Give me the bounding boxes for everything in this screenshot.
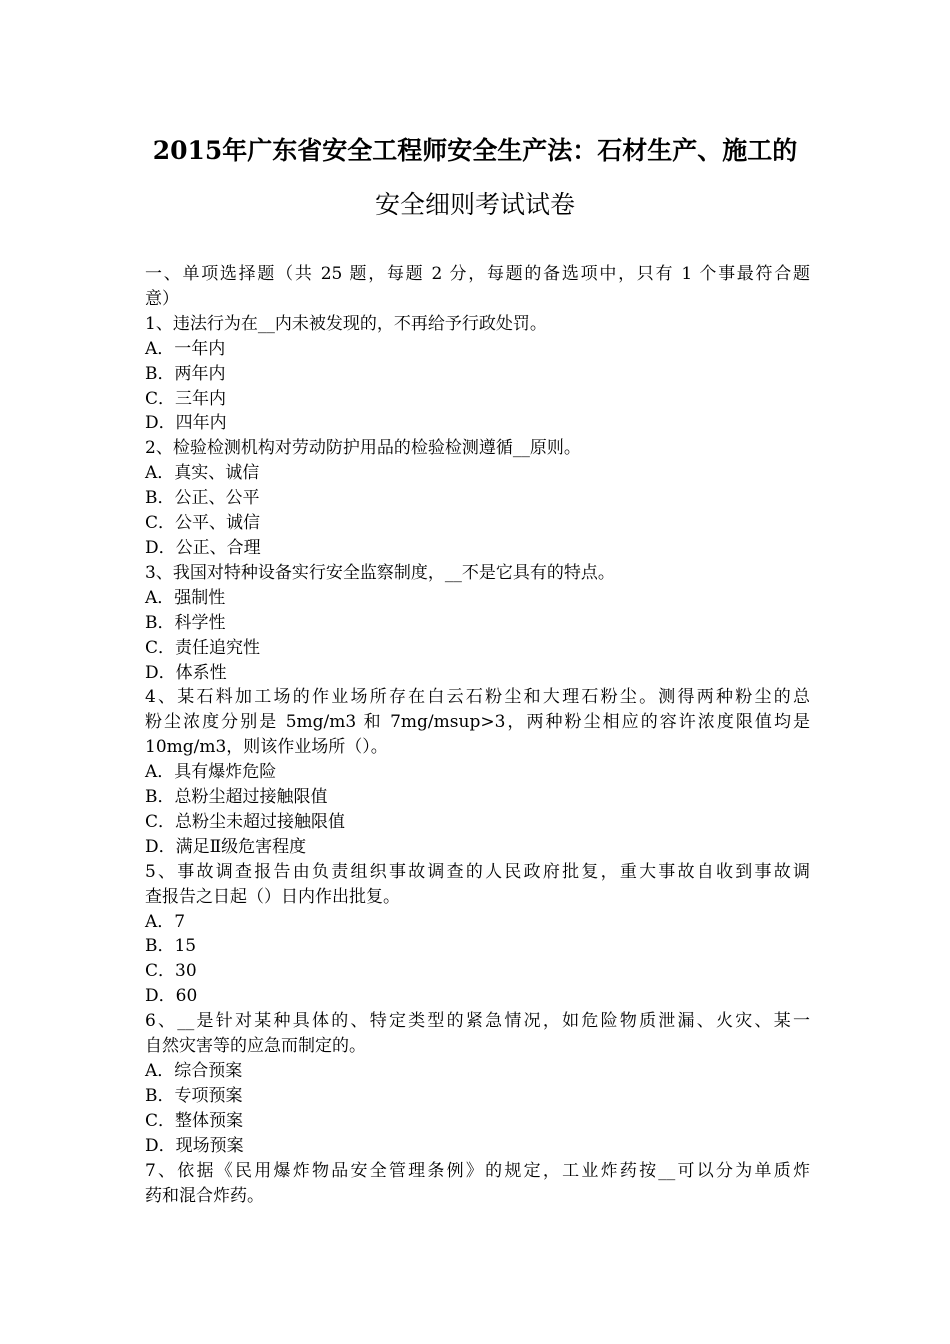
question-4-stem-line-1: 4、某石料加工场的作业场所存在白云石粉尘和大理石粉尘。测得两种粉尘的总: [145, 687, 810, 708]
question-6-option-d: D．现场预案: [145, 1135, 244, 1156]
question-4-option-b: B．总粉尘超过接触限值: [145, 787, 328, 808]
question-4-stem-line-2: 粉尘浓度分别是 5mg/m3 和 7mg/msup>3，两种粉尘相应的容许浓度限值均是: [145, 712, 810, 733]
question-1-stem: 1、违法行为在__内未被发现的，不再给予行政处罚。: [145, 313, 547, 334]
question-3-option-d: D．体系性: [145, 662, 227, 683]
section-heading-cont: 意）: [145, 288, 179, 309]
question-4-option-c: C．总粉尘未超过接触限值: [145, 811, 346, 832]
question-2-option-b: B．公正、公平: [145, 488, 260, 509]
question-6-option-c: C．整体预案: [145, 1110, 244, 1131]
question-6-option-a: A．综合预案: [145, 1061, 243, 1081]
question-6-stem-line-2: 自然灾害等的应急而制定的。: [145, 1036, 366, 1057]
question-6-stem-line-1: 6、__是针对某种具体的、特定类型的紧急情况，如危险物质泄漏、火灾、某一: [145, 1011, 810, 1032]
question-5-option-a: A．7: [145, 911, 186, 932]
question-1-option-d: D．四年内: [145, 413, 227, 434]
question-5-stem-line-1: 5、事故调查报告由负责组织事故调查的人民政府批复，重大事故自收到事故调: [145, 861, 810, 882]
question-2-option-a: A．真实、诚信: [145, 463, 260, 484]
doc-title-line-1: 2015年广东省安全工程师安全生产法：石材生产、施工的: [152, 136, 798, 165]
question-4-stem-line-3: 10mg/m3，则该作业场所（）。: [145, 737, 388, 758]
doc-title-line-2: 安全细则考试试卷: [374, 190, 575, 219]
question-2-option-d: D．公正、合理: [145, 537, 261, 558]
question-5-option-c: C．30: [145, 961, 197, 982]
question-list: [145, 262, 810, 1208]
question-4-option-a: A．具有爆炸危险: [145, 762, 277, 783]
question-4-option-d: D．满足Ⅱ级危害程度: [145, 836, 307, 857]
question-1-option-b: B．两年内: [145, 363, 226, 384]
question-5-stem-line-2: 查报告之日起（）日内作出批复。: [145, 886, 400, 907]
question-7-stem-line-1: 7、依据《民用爆炸物品安全管理条例》的规定，工业炸药按__可以分为单质炸: [145, 1160, 810, 1181]
question-3-option-b: B．科学性: [145, 612, 226, 633]
question-6-option-b: B．专项预案: [145, 1085, 243, 1106]
question-3-option-a: A．强制性: [145, 587, 226, 608]
question-7-stem-line-2: 药和混合炸药。: [145, 1185, 264, 1206]
question-5-option-b: B．15: [145, 936, 197, 957]
question-5-option-d: D．60: [145, 986, 198, 1007]
question-3-option-c: C．责任追究性: [145, 637, 261, 658]
question-2-option-c: C．公平、诚信: [145, 513, 261, 534]
question-1-option-c: C．三年内: [145, 388, 227, 409]
question-2-stem: 2、检验检测机构对劳动防护用品的检验检测遵循__原则。: [145, 438, 581, 459]
section-heading: 一、单项选择题（共 25 题，每题 2 分，每题的备选项中，只有 1 个事最符合题: [145, 264, 810, 284]
question-1-option-a: A．一年内: [145, 338, 226, 359]
question-3-stem: 3、我国对特种设备实行安全监察制度，__不是它具有的特点。: [145, 562, 615, 583]
